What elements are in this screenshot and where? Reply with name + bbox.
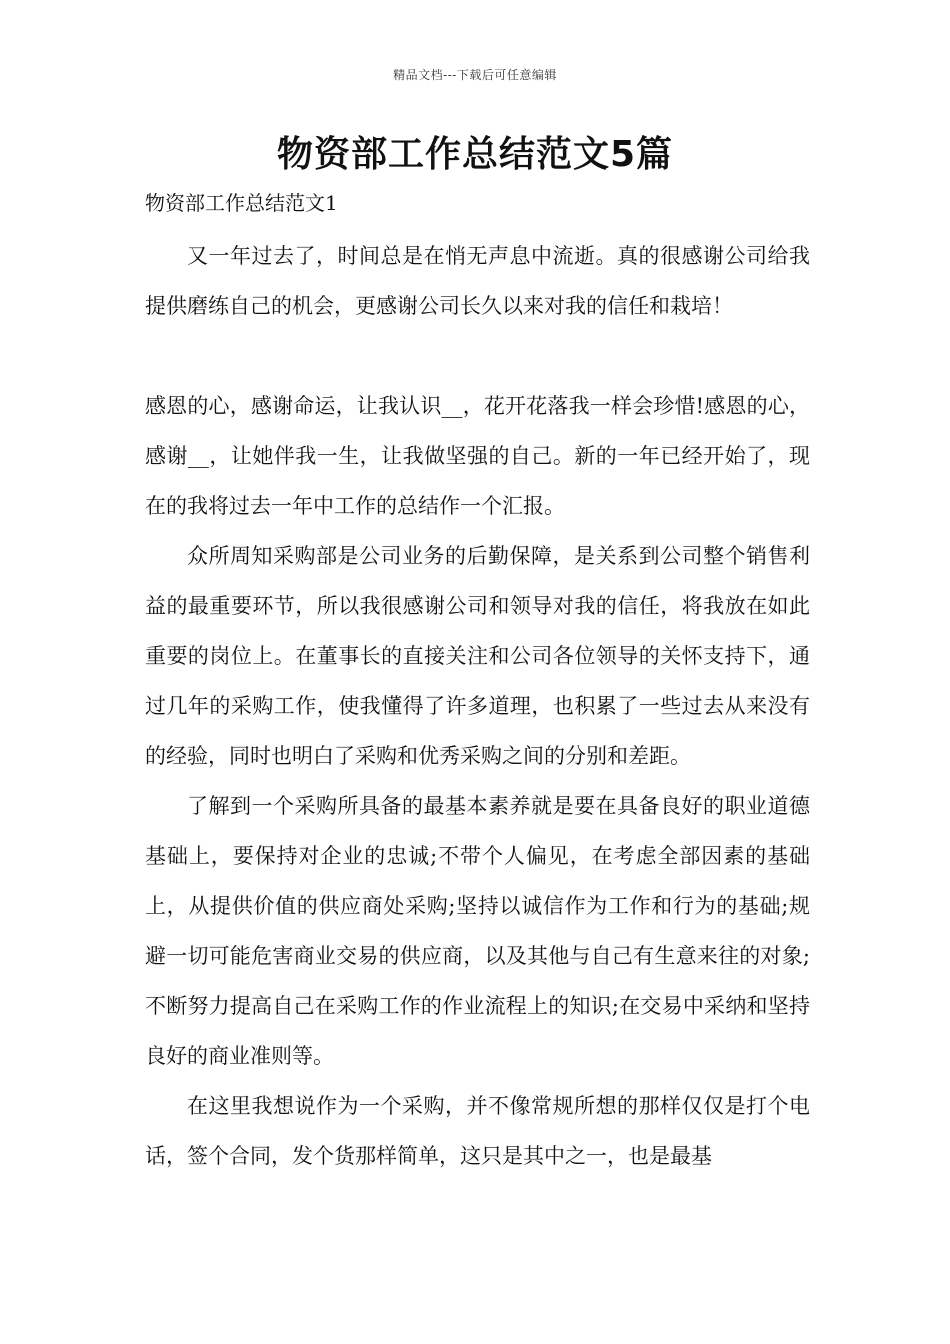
document-title: 物资部工作总结范文5篇 — [276, 134, 674, 175]
paragraph: 又一年过去了，时间总是在悄无声息中流逝。真的很感谢公司给我提供磨练自己的机会，更感谢公司长久以来对我的信任和栽培！ — [145, 244, 810, 318]
document-body — [145, 231, 810, 1181]
section-heading: 物资部工作总结范文1 — [145, 191, 338, 215]
paragraph: 众所周知采购部是公司业务的后勤保障，是关系到公司整个销售利益的最重要环节，所以我很感谢公司和领导对我的信任，将我放在如此重要的岗位上。在董事长的直接关注和公司各位领导的关怀支持下，通过几年的采购工作，使我懂得了许多道理，也积累了一些过去从来没有的经验，同时也明白了采购和优秀采购之间的分别和差距。 — [145, 544, 810, 768]
paragraph-gap — [145, 331, 810, 381]
header-note: 精品文档---下载后可任意编辑 — [393, 68, 557, 82]
paragraph: 了解到一个采购所具备的最基本素养就是要在具备良好的职业道德基础上，要保持对企业的忠诚;不带个人偏见，在考虑全部因素的基础上，从提供价值的供应商处采购;坚持以诚信作为工作和行为的基础;规避一切可能危害商业交易的供应商，以及其他与自己有生意来往的对象;不断努力提高自己在采购工作的作业流程上的知识;在交易中采纳和坚持良好的商业准则等。 — [145, 794, 810, 1068]
paragraph: 在这里我想说作为一个采购，并不像常规所想的那样仅仅是打个电话，签个合同，发个货那样简单，这只是其中之一，也是最基 — [145, 1094, 810, 1168]
paragraph: 感恩的心，感谢命运，让我认识__，花开花落我一样会珍惜!感恩的心，感谢__，让她伴我一生，让我做坚强的自己。新的一年已经开始了，现在的我将过去一年中工作的总结作一个汇报。 — [145, 394, 810, 518]
